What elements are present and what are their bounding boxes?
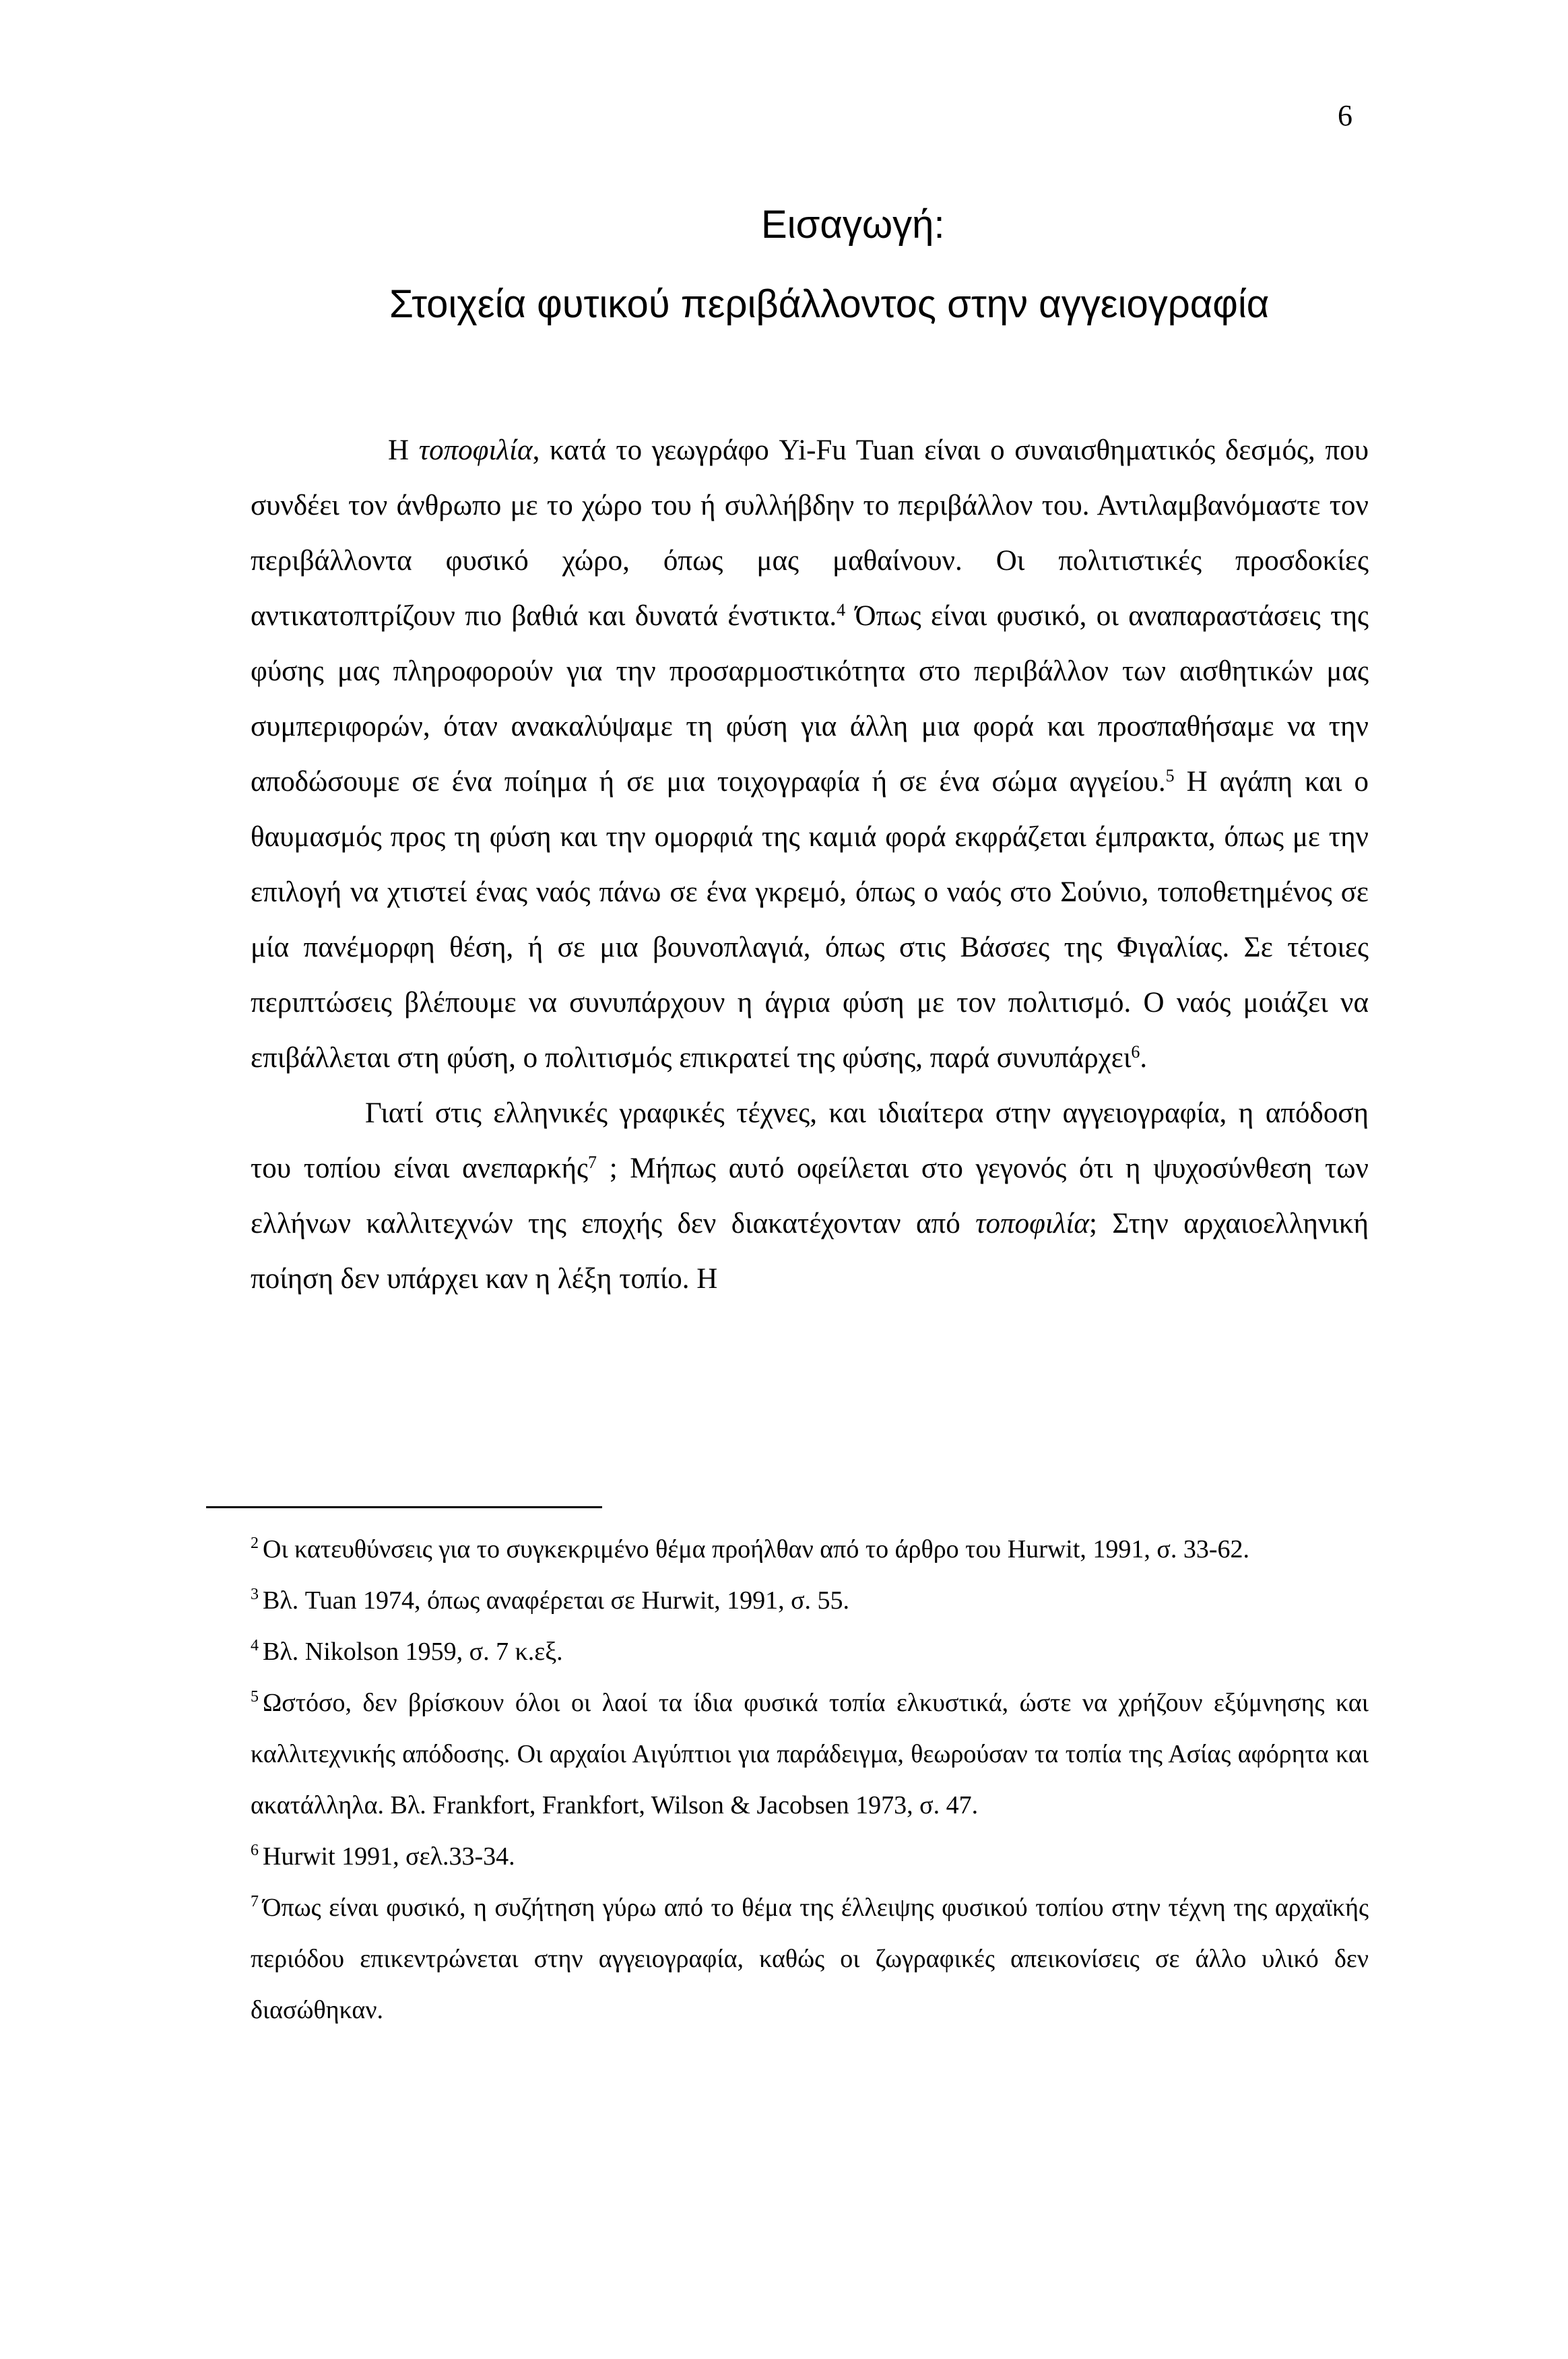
footnote-3 — [251, 1575, 1369, 1626]
footnotes — [251, 1524, 1369, 2036]
footnote-ref-5[interactable]: 5 — [1165, 766, 1175, 785]
footnote-number: 5 — [251, 1688, 259, 1706]
footnote-text: Βλ. Tuan 1974, όπως αναφέρεται σε Hurwit, 1991, σ. 55. — [263, 1586, 850, 1615]
footnote-text: Όπως είναι φυσικό, η συζήτηση γύρω από το θέμα της έλλειψης φυσικού τοπίου στην τέχνη της αρχαϊκής περιόδου επικεντρώνεται στην αγγειογραφία, καθώς οι ζωγραφικές απεικονίσεις σε άλλο υλικό δεν διασώθηκαν. — [251, 1894, 1369, 2024]
footnote-separator — [206, 1506, 602, 1508]
footnote-ref-6[interactable]: 6 — [1131, 1042, 1140, 1062]
paragraph-2-text-a: Γιατί στις ελληνικές γραφικές τέχνες, και ιδιαίτερα στην αγγειογραφία, η απόδοση του τοπίου είναι ανεπαρκής — [251, 1097, 1369, 1184]
footnote-5 — [251, 1677, 1369, 1831]
paragraph-1-intro: Η — [388, 434, 419, 466]
footnote-number: 2 — [251, 1534, 259, 1552]
footnote-text: Hurwit 1991, σελ.33-34. — [263, 1842, 515, 1871]
chapter-subtitle: Στοιχεία φυτικού περιβάλλοντος στην αγγειογραφία — [389, 282, 1270, 326]
paragraph-1-text-b: Όπως είναι φυσικό, οι αναπαραστάσεις της φύσης μας πληροφορούν για την προσαρμοστικότητα στο περιβάλλον των αισθητικών μας συμπεριφορών, όταν ανακαλύψαμε τη φύση για άλλη μια φορά και προσπαθήσαμε να την αποδώσουμε σε ένα ποίημα ή σε μια τοιχογραφία ή σε ένα σώμα αγγείου. — [251, 600, 1369, 798]
paragraph-2-text-c: ; Στην αρχαιοελληνική ποίηση δεν υπάρχει καν η λέξη τοπίο. Η — [251, 1208, 1369, 1295]
footnote-6 — [251, 1831, 1369, 1882]
term-topophilia: τοποφιλία — [418, 434, 533, 466]
paragraph-1 — [251, 423, 1369, 1086]
footnote-text: Ωστόσο, δεν βρίσκουν όλοι οι λαοί τα ίδια φυσικά τοπία ελκυστικά, ώστε να χρήζουν εξύμνησης και καλλιτεχνικής απόδοσης. Οι αρχαίοι Αιγύπτιοι για παράδειγμα, θεωρούσαν τα τοπία της Ασίας αφόρητα και ακατάλληλα. Βλ. Frankfort, Frankfort, Wilson & Jacobsen 1973, σ. 47. — [251, 1689, 1369, 1819]
footnote-2 — [251, 1524, 1369, 1575]
footnote-7 — [251, 1882, 1369, 2036]
page-number: 6 — [1338, 99, 1352, 132]
paragraph-2 — [251, 1086, 1369, 1307]
footnote-text: Βλ. Nikolson 1959, σ. 7 κ.εξ. — [263, 1638, 563, 1666]
footnote-text: Οι κατευθύνσεις για το συγκεκριμένο θέμα προήλθαν από το άρθρο του Hurwit, 1991, σ. 33-62. — [263, 1535, 1250, 1563]
term-topophilia: τοποφιλία — [975, 1208, 1089, 1239]
body-text — [251, 423, 1369, 1307]
paragraph-2-text-b: ; Μήπως αυτό οφείλεται στο γεγονός ότι η ψυχοσύνθεση των ελλήνων καλλιτεχνών της εποχής δεν διακατέχονταν από — [251, 1153, 1369, 1239]
footnote-ref-7[interactable]: 7 — [588, 1153, 597, 1172]
footnote-number: 3 — [251, 1586, 259, 1603]
paragraph-1-text-c: Η αγάπη και ο θαυμασμός προς τη φύση και την ομορφιά της καμιά φορά εκφράζεται έμπρακτα, όπως με την επιλογή να χτιστεί ένας ναός πάνω σε ένα γκρεμό, όπως ο ναός στο Σούνιο, τοποθετημένος σε μία πανέμορφη θέση, ή σε μια βουνοπλαγιά, όπως στις Βάσσες της Φιγαλίας. Σε τέτοιες περιπτώσεις βλέπουμε να συνυπάρχουν η άγρια φύση με τον πολιτισμό. Ο ναός μοιάζει να επιβάλλεται στη φύση, ο πολιτισμός επικρατεί της φύσης, παρά συνυπάρχει — [251, 766, 1369, 1074]
footnote-4 — [251, 1626, 1369, 1677]
paragraph-1-text-d: . — [1140, 1042, 1148, 1074]
footnote-number: 4 — [251, 1637, 259, 1654]
footnote-ref-4[interactable]: 4 — [837, 600, 846, 620]
chapter-title: Εισαγωγή: — [761, 203, 945, 247]
footnote-number: 7 — [251, 1893, 259, 1910]
footnote-number: 6 — [251, 1842, 259, 1859]
paragraph-1-text-a: , κατά το γεωγράφο Yi-Fu Tuan είναι ο συναισθηματικός δεσμός, που συνδέει τον άνθρωπο με το χώρο του ή συλλήβδην το περιβάλλον του. Αντιλαμβανόμαστε τον περιβάλλοντα φυσικό χώρο, όπως μας μαθαίνουν. Οι πολιτιστικές προσδοκίες αντικατοπτρίζουν πιο βαθιά και δυνατά ένστικτα. — [251, 434, 1369, 632]
